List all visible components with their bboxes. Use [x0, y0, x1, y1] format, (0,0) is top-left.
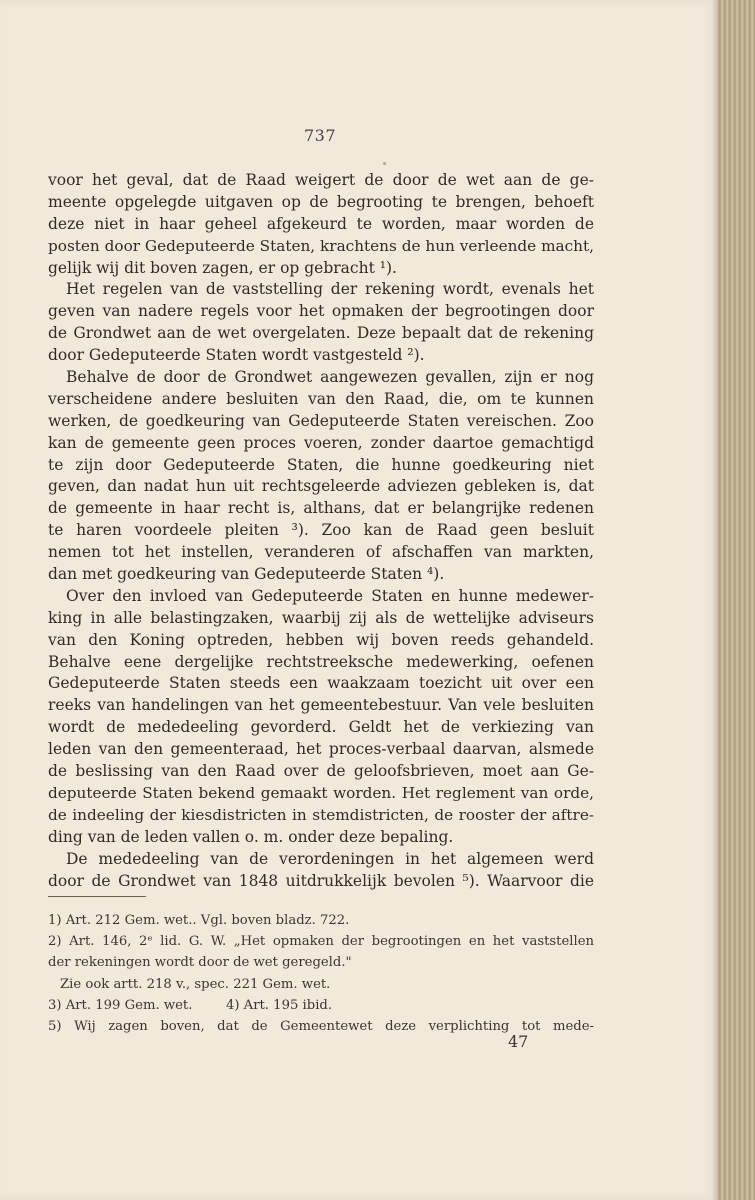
footnote-separator [48, 896, 146, 897]
body-line: kan de gemeente geen proces voeren, zonder daartoe gemachtigd [48, 433, 594, 452]
body-line: te zijn door Gedeputeerde Staten, die hunne goedkeuring niet [48, 455, 594, 474]
body-line: verscheidene andere besluiten van den Raad, die, om te kunnen [48, 389, 594, 408]
footnote: 3) Art. 199 Gem. wet. 4) Art. 195 ibid. [48, 997, 333, 1013]
body-line: van den Koning optreden, hebben wij boven reeds gehandeld. [48, 630, 594, 649]
footnote: 1) Art. 212 Gem. wet.. Vgl. boven bladz. 722. [48, 913, 350, 928]
body-line: door de Grondwet van 1848 uitdrukkelijk bevolen ⁵). Waarvoor die [48, 871, 594, 890]
footnote: 2) Art. 146, 2ᵉ lid. G. W. „Het opmaken der begrootingen en het vaststellen [48, 934, 594, 950]
body-line: Behalve de door de Grondwet aangewezen gevallen, zijn er nog [66, 368, 594, 387]
ink-speck [383, 162, 386, 165]
body-line: te haren voordeele pleiten ³). Zoo kan de Raad geen besluit [48, 521, 594, 540]
body-line: de Grondwet aan de wet overgelaten. Deze bepaalt dat de rekening [48, 324, 594, 343]
body-line: Behalve eene dergelijke rechtstreeksche medewerking, oefenen [48, 652, 594, 671]
body-line: king in alle belastingzaken, waarbij zij als de wettelijke adviseurs [48, 608, 594, 627]
page-edge-stack [718, 0, 755, 1200]
body-line: gelijk wij dit boven zagen, er op gebracht ¹). [48, 258, 397, 277]
signature-mark: 47 [508, 1032, 529, 1051]
body-line: door Gedeputeerde Staten wordt vastgesteld ²). [48, 346, 425, 365]
body-line: werken, de goedkeuring van Gedeputeerde Staten vereischen. Zoo [48, 411, 594, 430]
body-line: leden van den gemeenteraad, het proces-verbaal daarvan, alsmede [48, 740, 594, 759]
body-line: deze niet in haar geheel afgekeurd te worden, maar worden de [48, 214, 594, 233]
body-line: geven, dan nadat hun uit rechtsgeleerde adviezen gebleken is, dat [48, 477, 594, 496]
body-line: de gemeente in haar recht is, althans, dat er belangrijke redenen [48, 499, 594, 518]
body-line: de beslissing van den Raad over de geloofsbrieven, moet aan Ge- [48, 762, 594, 781]
footnote: 5) Wij zagen boven, dat de Gemeentewet deze verplichting tot mede- [48, 1018, 594, 1034]
footnote: der rekeningen wordt door de wet geregeld." [48, 955, 352, 971]
footnote: Zie ook artt. 218 v., spec. 221 Gem. wet. [60, 976, 331, 992]
body-line: wordt de mededeeling gevorderd. Geldt het de verkiezing van [48, 718, 594, 737]
body-line: ding van de leden vallen o. m. onder deze bepaling. [48, 827, 454, 846]
body-line: dan met goedkeuring van Gedeputeerde Staten ⁴). [48, 565, 445, 584]
body-line: posten door Gedeputeerde Staten, krachtens de hun verleende macht, [48, 236, 594, 255]
body-line: meente opgelegde uitgaven op de begrooting te brengen, behoeft [48, 192, 594, 211]
body-line: Het regelen van de vaststelling der rekening wordt, evenals het [66, 280, 594, 299]
footnotes [48, 910, 594, 1037]
body-line: Over den invloed van Gedeputeerde Staten en hunne medewer- [66, 586, 594, 605]
body-line: De mededeeling van de verordeningen in het algemeen werd [66, 849, 594, 868]
page-number: 737 [303, 126, 337, 145]
body-line: voor het geval, dat de Raad weigert de door de wet aan de ge- [48, 171, 594, 189]
body-text [48, 170, 594, 892]
body-line: Gedeputeerde Staten steeds een waakzaam toezicht uit over een [48, 674, 594, 693]
body-line: geven van nadere regels voor het opmaken der begrootingen door [48, 302, 594, 321]
body-line: de indeeling der kiesdistricten in stemdistricten, de rooster der aftre- [48, 805, 594, 824]
body-line: nemen tot het instellen, veranderen of afschaffen van markten, [48, 543, 594, 562]
body-line: reeks van handelingen van het gemeentebestuur. Van vele besluiten [48, 696, 594, 715]
body-line: deputeerde Staten bekend gemaakt worden. Het reglement van orde, [48, 783, 594, 802]
